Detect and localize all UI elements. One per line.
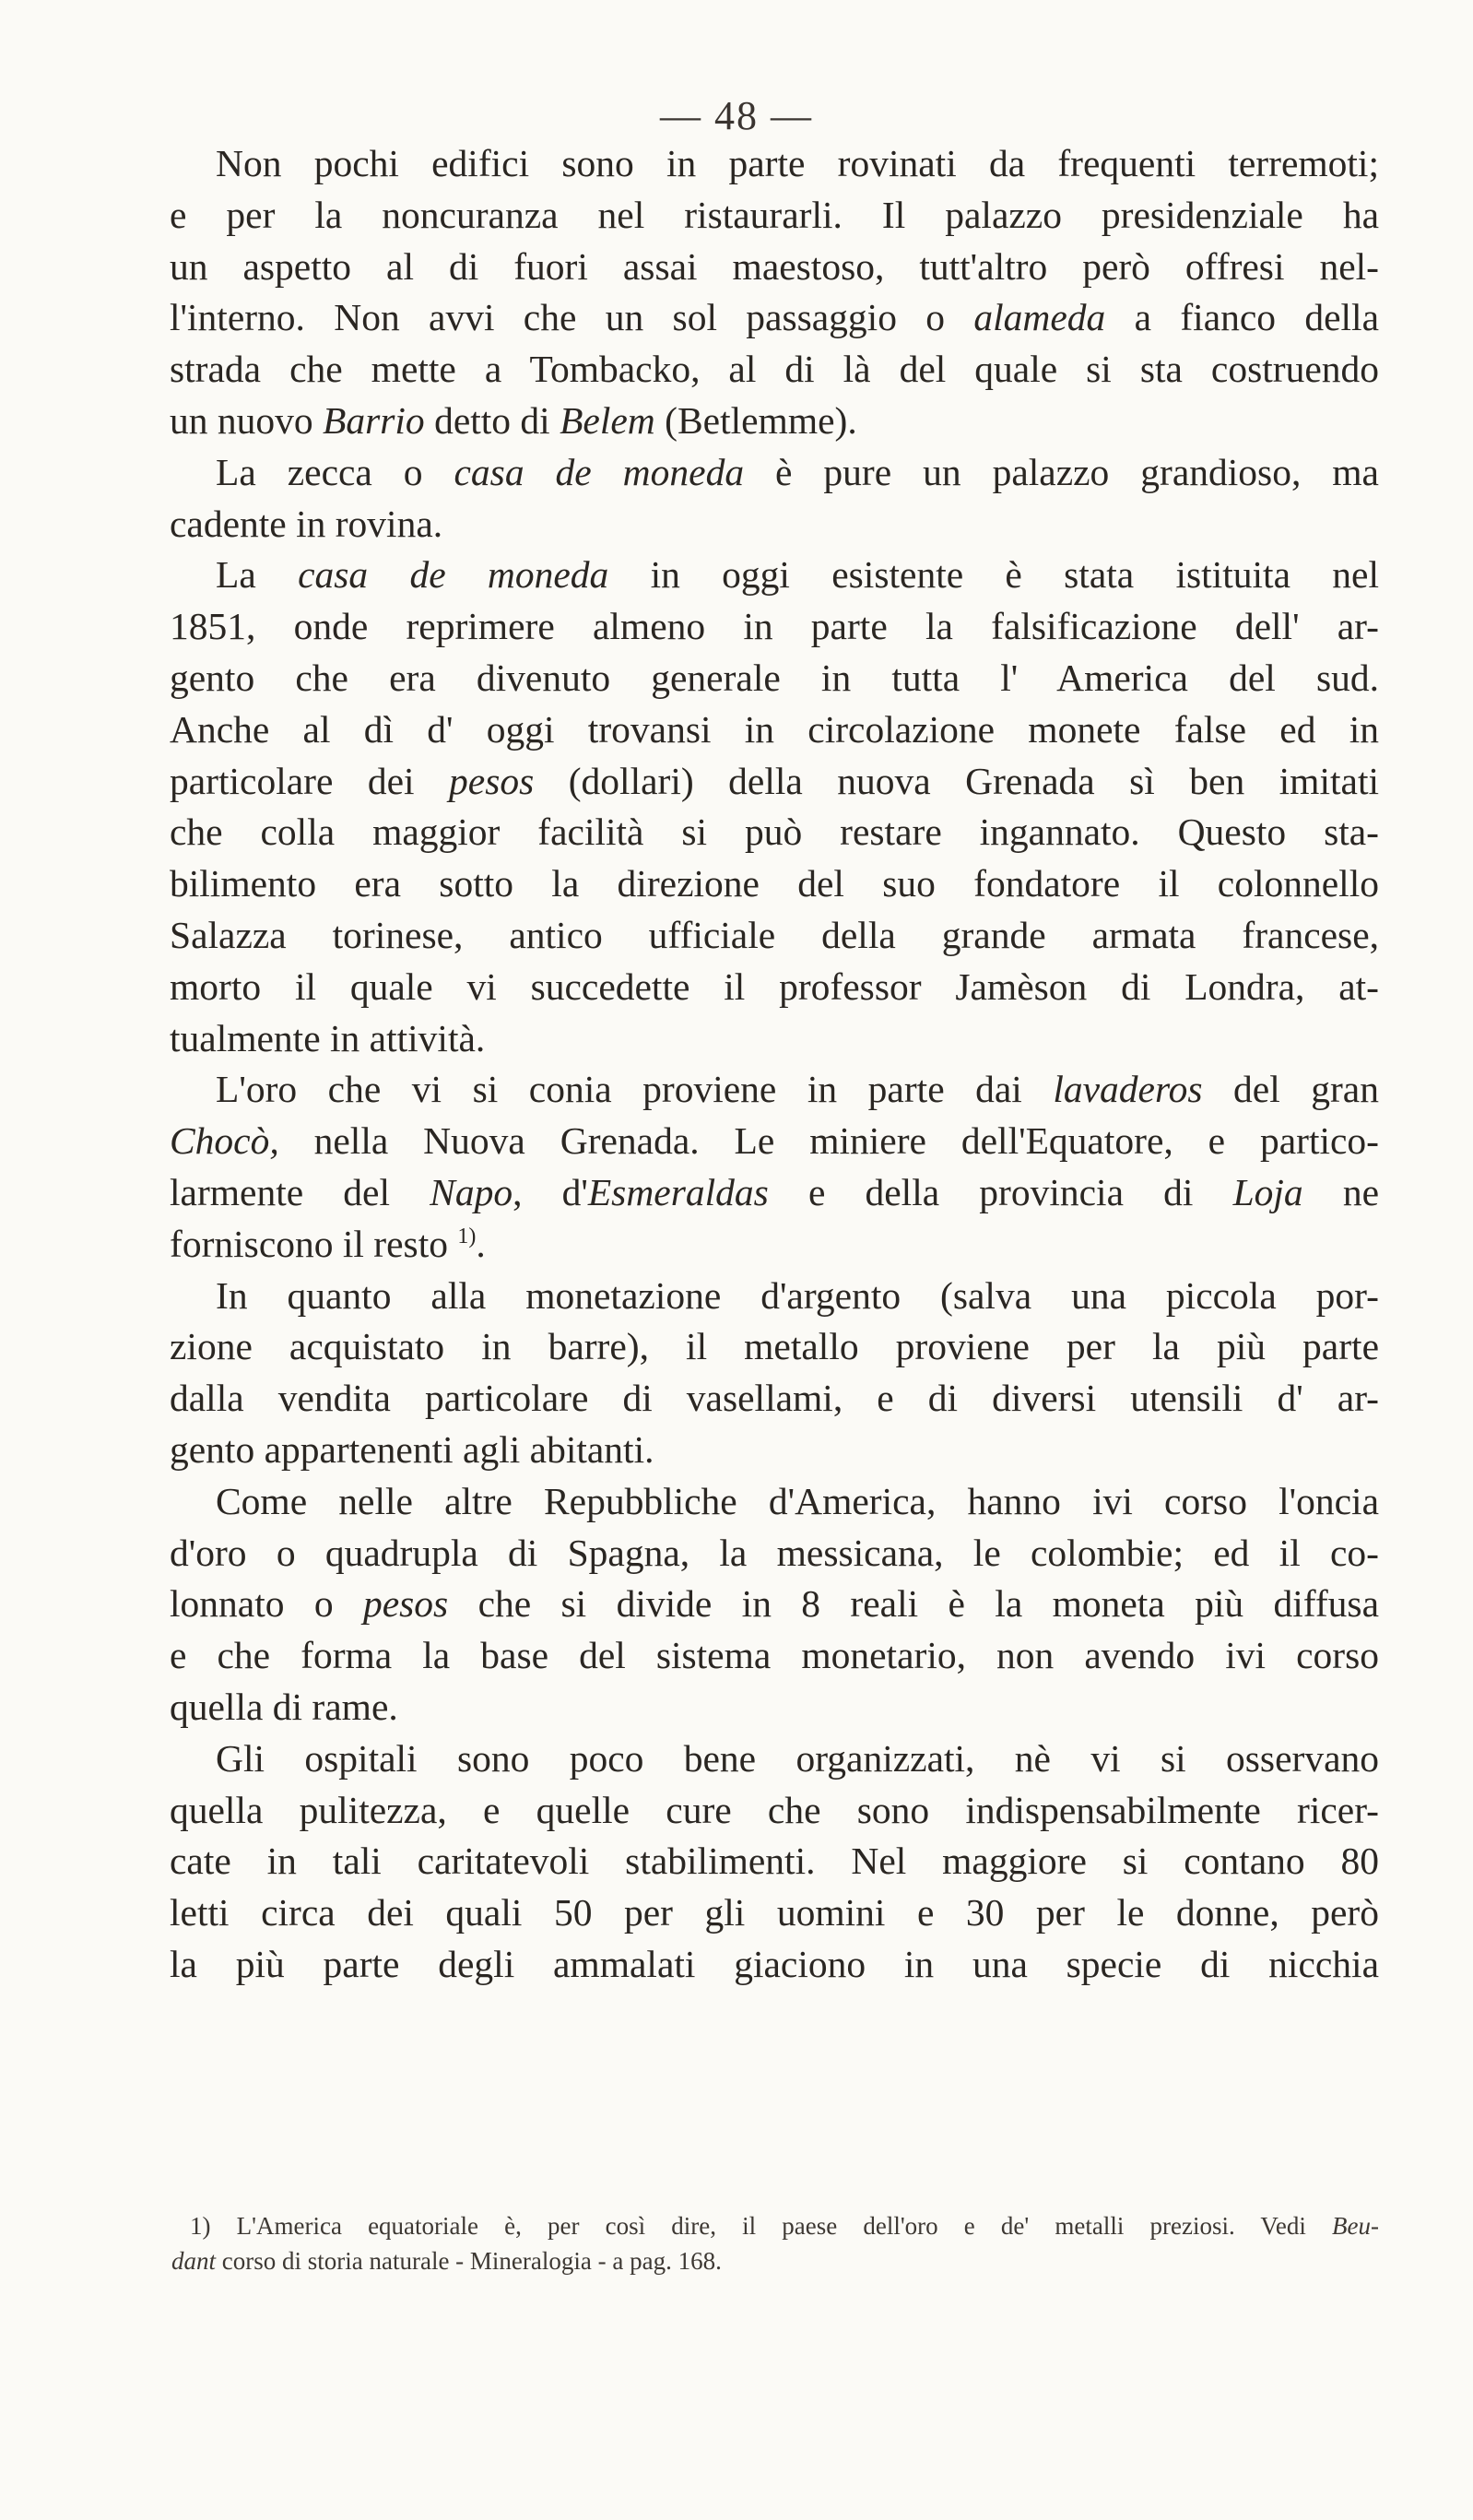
text-line: d'oro o quadrupla di Spagna, la messicana, le colombie; ed il co- [170, 1531, 1379, 1574]
text-line: Salazza torinese, antico ufficiale della grande armata francese, [170, 913, 1379, 956]
text-line: gento che era divenuto generale in tutta l' America del sud. [170, 656, 1379, 699]
text-line: In quanto alla monetazione d'argento (salva una piccola por- [216, 1273, 1379, 1317]
paragraph [170, 1476, 1379, 1733]
text-line: La zecca o casa de moneda è pure un palazzo grandioso, ma [216, 450, 1379, 493]
text-line: bilimento era sotto la direzione del suo fondatore il colonnello [170, 862, 1379, 905]
page-number: — 48 — [660, 93, 813, 138]
text-line: La casa de moneda in oggi esistente è stata istituita nel [216, 553, 1379, 597]
text-line: dalla vendita particolare di vasellami, e di diversi utensili d' ar- [170, 1377, 1379, 1420]
paragraph [170, 138, 1379, 447]
text-line: cadente in rovina. [170, 502, 443, 545]
text-line: zione acquistato in barre), il metallo proviene per la più parte [170, 1325, 1379, 1368]
text-line: Anche al dì d' oggi trovansi in circolazione monete false ed in [170, 707, 1379, 751]
text-line: quella pulitezza, e quelle cure che sono indispensabilmente ricer- [170, 1788, 1379, 1831]
text-line: quella di rame. [170, 1685, 398, 1728]
footnote-marker: 1) [457, 1224, 477, 1248]
text-line: particolare dei pesos (dollari) della nuova Grenada sì ben imitati [170, 759, 1379, 802]
text-line: larmente del Napo, d'Esmeraldas e della provincia di Loja ne [170, 1170, 1379, 1213]
text-line: forniscono il resto $^{1)}$. [170, 1222, 486, 1265]
text-line: che colla maggior facilità si può restare ingannato. Questo sta- [170, 810, 1379, 854]
paragraph [170, 447, 1379, 550]
paragraph [170, 1271, 1379, 1476]
text-line: la più parte degli ammalati giaciono in una specie di nicchia [170, 1942, 1379, 1985]
text-line: letti circa dei quali 50 per gli uomini e 30 per le donne, però [170, 1891, 1379, 1934]
text-line: L'oro che vi si conia proviene in parte dai lavaderos del gran [216, 1068, 1379, 1111]
text-line: un aspetto al di fuori assai maestoso, tutt'altro però offresi nel- [170, 244, 1379, 288]
footnote-line: dant corso di storia naturale - Mineralogia - a pag. 168. [171, 2247, 722, 2275]
body-text [170, 138, 1379, 1991]
text-line: cate in tali caritatevoli stabilimenti. Nel maggiore si contano 80 [170, 1840, 1379, 1883]
text-line: strada che mette a Tombacko, al di là del quale si sta costruendo [170, 348, 1379, 391]
footnote-line: 1) L'America equatoriale è, per così dire, il paese dell'oro e de' metalli preziosi. Vedi Beu- [190, 2212, 1379, 2240]
text-line: e che forma la base del sistema monetario, non avendo ivi corso [170, 1634, 1379, 1677]
text-line: morto il quale vi succedette il professor Jamèson di Londra, at- [170, 964, 1379, 1008]
text-line: Gli ospitali sono poco bene organizzati, nè vi si osservano [216, 1736, 1379, 1780]
paragraph [170, 1064, 1379, 1270]
paragraph [170, 550, 1379, 1064]
text-line: un nuovo Barrio detto di Belem (Betlemme). [170, 398, 857, 442]
text-line: l'interno. Non avvi che un sol passaggio o alameda a fianco della [170, 296, 1379, 339]
text-line: Non pochi edifici sono in parte rovinati da frequenti terremoti; [216, 142, 1379, 184]
text-line: lonnato o pesos che si divide in 8 reali è la moneta più diffusa [170, 1582, 1379, 1626]
text-line: tualmente in attività. [170, 1016, 486, 1059]
footnote [171, 2208, 1379, 2278]
text-line: e per la noncuranza nel ristaurarli. Il palazzo presidenziale ha [170, 193, 1379, 236]
text-line: gento appartenenti agli abitanti. [170, 1427, 654, 1471]
text-line: 1851, onde reprimere almeno in parte la falsificazione dell' ar- [170, 605, 1379, 648]
text-line: Come nelle altre Repubbliche d'America, hanno ivi corso l'oncia [216, 1479, 1379, 1522]
text-line: Chocò, nella Nuova Grenada. Le miniere dell'Equatore, e partico- [170, 1119, 1379, 1163]
paragraph [170, 1733, 1379, 1991]
